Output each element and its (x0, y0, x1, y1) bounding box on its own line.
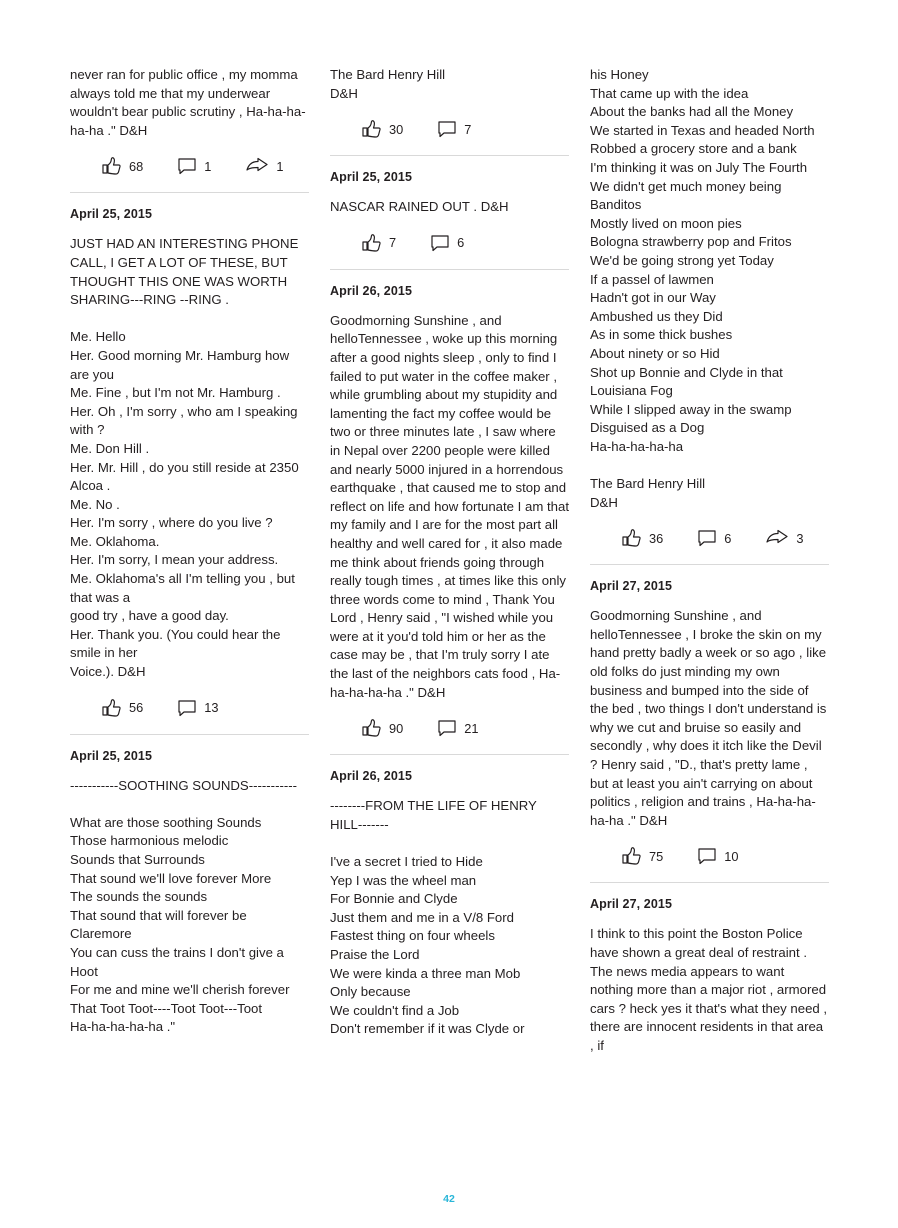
post (330, 66, 569, 139)
thumbs-up-icon (360, 718, 382, 738)
like-reaction[interactable] (360, 119, 403, 139)
post-date: April 26, 2015 (330, 769, 413, 784)
share-arrow-icon (765, 529, 789, 547)
post-body: -----------SOOTHING SOUNDS----------- What are those soothing Sounds Those harmonious melodic Sounds that Surrounds That sound we'll love forever More The sounds the sounds That sound that will forever be Claremore You can cuss the trains I don't give a Hoot For me and mine we'll cherish forever That Toot Toot----Toot Toot---Toot Ha-ha-ha-ha-ha ." (70, 777, 298, 1035)
speech-bubble-icon (177, 157, 197, 175)
column-1 (70, 66, 309, 1056)
post-reactions (70, 698, 309, 718)
page-number: 42 (443, 1193, 455, 1205)
post-body: I think to this point the Boston Police have shown a great deal of restraint . The news media appears to want nothing more than a major riot , armored cars ? heck yes it that's what they need , there are innocent residents in that area , if (590, 926, 831, 1053)
like-count: 90 (389, 720, 404, 736)
thumbs-up-icon (620, 528, 642, 548)
post-date: April 25, 2015 (330, 170, 413, 185)
comment-count: 10 (724, 848, 739, 864)
thumbs-up-icon (620, 846, 642, 866)
like-count: 7 (389, 235, 397, 251)
post (590, 66, 829, 548)
speech-bubble-icon (697, 529, 717, 547)
post (70, 749, 309, 1037)
comment-reaction[interactable] (177, 699, 218, 717)
post (330, 170, 569, 253)
post-date: April 25, 2015 (70, 207, 153, 222)
post (70, 66, 309, 176)
post-divider (70, 734, 309, 735)
comment-reaction[interactable] (437, 120, 471, 138)
like-reaction[interactable] (620, 846, 663, 866)
like-count: 75 (649, 848, 664, 864)
share-arrow-icon (245, 157, 269, 175)
post-divider (330, 155, 569, 156)
comment-count: 7 (464, 121, 472, 137)
post-body: NASCAR RAINED OUT . D&H (330, 199, 509, 215)
post-date: April 25, 2015 (70, 748, 153, 763)
like-reaction[interactable] (100, 156, 143, 176)
comment-count: 6 (724, 530, 732, 546)
post (590, 579, 829, 866)
post (330, 769, 569, 1039)
post-body: never ran for public office , my momma always told me that my underwear wouldn't bear public scrutiny , Ha-ha-ha-ha-ha ." D&H (70, 67, 306, 138)
post-reactions (330, 718, 569, 738)
post (330, 283, 573, 738)
like-count: 68 (129, 158, 144, 174)
post-columns (70, 66, 830, 1056)
comment-reaction[interactable] (697, 847, 738, 865)
post-body: his Honey That came up with the idea About the banks had all the Money We started in Texas and headed North Robbed a grocery store and a bank I'm thinking it was on July The Fourth We didn't get much money being Banditos Mostly lived on moon pies Bologna strawberry pop and Fritos We'd be going strong yet Today If a passel of lawmen Hadn't got in our Way Ambushed us they Did As in some thick bushes About ninety or so Hid Shot up Bonnie and Clyde in that Louisiana Fog While I slipped away in the swamp Disguised as a Dog Ha-ha-ha-ha-ha The Bard Henry Hill D&H (590, 67, 815, 510)
post-body: The Bard Henry Hill D&H (330, 67, 446, 101)
comment-count: 1 (204, 158, 212, 174)
post-date: April 27, 2015 (590, 579, 673, 594)
comment-count: 13 (204, 700, 219, 716)
thumbs-up-icon (360, 119, 382, 139)
thumbs-up-icon (360, 233, 382, 253)
comment-reaction[interactable] (177, 157, 211, 175)
comment-reaction[interactable] (430, 234, 464, 252)
column-3 (590, 66, 829, 1056)
speech-bubble-icon (177, 699, 197, 717)
post-body: --------FROM THE LIFE OF HENRY HILL------- I've a secret I tried to Hide Yep I was the wheel man For Bonnie and Clyde Just them and me in a V/8 Ford Fastest thing on four wheels Praise the Lord We were kinda a three man Mob Only because We couldn't find a Job Don't remember if it was Clyde or (330, 798, 537, 1037)
post-body: Goodmorning Sunshine , and helloTennessee , woke up this morning after a good nights sleep , only to find I failed to put water in the coffee maker , while grumbling about my stupidity and lamenting the fact my coffee would be two or three minutes late , I saw where in Nepal over 2200 people were killed and nearly 5000 injured in a horrendous earthquake , that caused me to stop and reflect on life and how fortunate I am that my family and I are for the most part all healthy and well cared for , it also made me think about friends going through really tough times , at times like this only three words come to mind , Thank You Lord , Henry said , "I wished while you were at it you'd told him or her as the case may be , that I'm truly sorry I ate the last of the neighbors cats food , Ha-ha-ha-ha-ha ." D&H (330, 312, 573, 700)
post-body: JUST HAD AN INTERESTING PHONE CALL, I GET A LOT OF THESE, BUT THOUGHT THIS ONE WAS WORTH SHARING---RING --RING . Me. Hello Her. Good morning Mr. Hamburg how are you Me. Fine , but I'm not Mr. Hamburg . Her. Oh , I'm sorry , who am I speaking with ? Me. Don Hill . Her. Mr. Hill , do you still reside at 2350 Alcoa . Me. No . Her. I'm sorry , where do you live ? Me. Oklahoma. Her. I'm sorry, I mean your address. Me. Oklahoma's all I'm telling you , but that was a good try , have a good day. Her. Thank you. (You could hear the smile in her Voice.). D&H (70, 236, 299, 680)
comment-count: 21 (464, 720, 479, 736)
post-divider (330, 754, 569, 755)
post-date: April 27, 2015 (590, 897, 673, 912)
speech-bubble-icon (437, 120, 457, 138)
column-2 (330, 66, 573, 1056)
post-reactions (70, 156, 309, 176)
post-divider (70, 192, 309, 193)
post (70, 207, 309, 717)
comment-reaction[interactable] (697, 529, 731, 547)
thumbs-up-icon (100, 156, 122, 176)
speech-bubble-icon (697, 847, 717, 865)
post-date: April 26, 2015 (330, 283, 413, 298)
share-reaction[interactable] (765, 529, 803, 547)
like-reaction[interactable] (360, 233, 396, 253)
post-divider (330, 269, 569, 270)
speech-bubble-icon (430, 234, 450, 252)
like-count: 30 (389, 121, 404, 137)
post-divider (590, 564, 829, 565)
comment-reaction[interactable] (437, 719, 478, 737)
speech-bubble-icon (437, 719, 457, 737)
post-reactions (590, 528, 829, 548)
thumbs-up-icon (100, 698, 122, 718)
share-reaction[interactable] (245, 157, 283, 175)
post-reactions (330, 119, 569, 139)
comment-count: 6 (457, 235, 465, 251)
share-count: 3 (796, 530, 804, 546)
post-divider (590, 882, 829, 883)
like-reaction[interactable] (100, 698, 143, 718)
post-body: Goodmorning Sunshine , and helloTennessee , I broke the skin on my hand pretty badly a week or so ago , like old folks do just minding my own business and bumped into the side of the bed , two things I don't understand is why we cut and bruise so easily and secondly , why does it itch like the Devil ? Henry said , "D., that's pretty lame , but at least you ain't carrying on about politics , religion and trains , Ha-ha-ha-ha-ha ." D&H (590, 608, 831, 828)
post-reactions (330, 233, 569, 253)
like-count: 56 (129, 700, 144, 716)
post (590, 897, 829, 1055)
share-count: 1 (276, 158, 284, 174)
like-reaction[interactable] (360, 718, 403, 738)
like-count: 36 (649, 530, 664, 546)
post-reactions (590, 846, 829, 866)
like-reaction[interactable] (620, 528, 663, 548)
